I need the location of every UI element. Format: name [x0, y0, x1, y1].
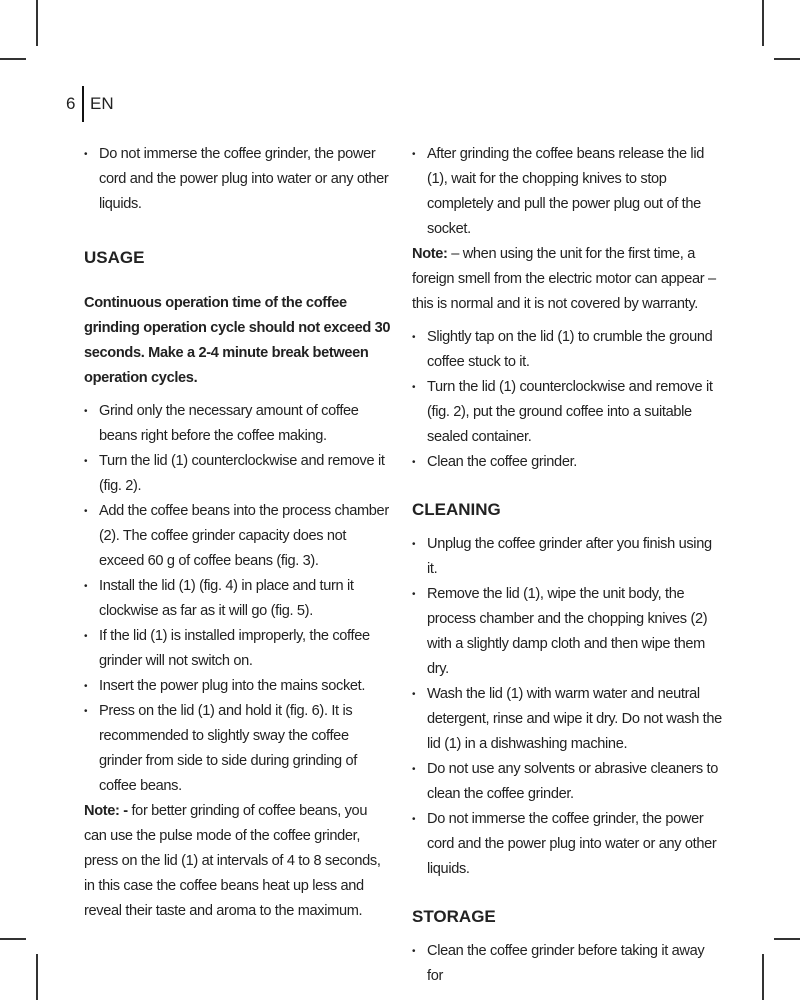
list-item: • Turn the lid (1) counterclockwise and remove it (fig. 2), put the ground coffee into a suitable sealed container. — [412, 375, 722, 450]
list-item: • If the lid (1) is installed improperly, the coffee grinder will not switch on. — [84, 624, 392, 674]
list-item: • Press on the lid (1) and hold it (fig. 6). It is recommended to slightly sway the coffee grinder from side to side during grinding of coffee beans. — [84, 699, 392, 799]
storage-heading: STORAGE — [412, 907, 496, 926]
crop-mark-top-left — [36, 0, 38, 46]
cleaning-heading: CLEANING — [412, 500, 501, 519]
after-note-bullet-list — [412, 325, 722, 475]
note-text: – when using the unit for the first time, a foreign smell from the electric motor can appear – this is normal and it is not covered by warranty. — [412, 246, 716, 312]
right-column — [412, 142, 722, 989]
list-item: • Install the lid (1) (fig. 4) in place and turn it clockwise as far as it will go (fig. 5). — [84, 574, 392, 624]
list-item: • Do not use any solvents or abrasive cleaners to clean the coffee grinder. — [412, 757, 722, 807]
list-item: • Slightly tap on the lid (1) to crumble the ground coffee stuck to it. — [412, 325, 722, 375]
list-item: • Clean the coffee grinder. — [412, 450, 722, 475]
crop-mark-top-right — [762, 0, 764, 46]
crop-mark-right-upper — [774, 58, 800, 60]
list-item: • Wash the lid (1) with warm water and neutral detergent, rinse and wipe it dry. Do not wash the lid (1) in a dishwashing machine. — [412, 682, 722, 757]
list-item: • Clean the coffee grinder before taking it away for — [412, 939, 722, 989]
header-divider — [82, 86, 84, 122]
top-bullet-list — [412, 142, 722, 242]
crop-mark-bottom-left — [36, 954, 38, 1000]
list-item: • After grinding the coffee beans release the lid (1), wait for the chopping knives to stop completely and pull the power plug out of the socket. — [412, 142, 722, 242]
usage-warning: Continuous operation time of the coffee grinding operation cycle should not exceed 30 seconds. Make a 2-4 minute break between operation cycles. — [84, 295, 391, 386]
page-number: 6 — [66, 94, 76, 113]
usage-bullet-list — [84, 399, 392, 799]
usage-heading: USAGE — [84, 248, 145, 267]
page-header — [66, 86, 114, 122]
list-item: • Remove the lid (1), wipe the unit body, the process chamber and the chopping knives (2) with a slightly damp cloth and then wipe them dry. — [412, 582, 722, 682]
crop-mark-left-lower — [0, 938, 26, 940]
crop-mark-left-upper — [0, 58, 26, 60]
list-item: • Add the coffee beans into the process chamber (2). The coffee grinder capacity does not exceed 60 g of coffee beans (fig. 3). — [84, 499, 392, 574]
note-text: for better grinding of coffee beans, you can use the pulse mode of the coffee grinder, press on the lid (1) at intervals of 4 to 8 seconds, in this case the coffee beans heat up less and reveal their taste and aroma to the maximum. — [84, 803, 381, 919]
note-label: Note: - — [84, 803, 128, 819]
list-item: • Unplug the coffee grinder after you finish using it. — [412, 532, 722, 582]
list-item: • Grind only the necessary amount of coffee beans right before the coffee making. — [84, 399, 392, 449]
intro-bullet-list — [84, 142, 392, 217]
list-item: • Do not immerse the coffee grinder, the power cord and the power plug into water or any other liquids. — [412, 807, 722, 882]
list-item: • Insert the power plug into the mains socket. — [84, 674, 392, 699]
crop-mark-right-lower — [774, 938, 800, 940]
storage-bullet-list — [412, 939, 722, 989]
left-column — [84, 142, 392, 924]
list-item: • Turn the lid (1) counterclockwise and remove it (fig. 2). — [84, 449, 392, 499]
note-label: Note: — [412, 246, 448, 262]
usage-note — [84, 799, 392, 924]
list-item: • Do not immerse the coffee grinder, the power cord and the power plug into water or any other liquids. — [84, 142, 392, 217]
first-use-note — [412, 242, 722, 317]
crop-mark-bottom-right — [762, 954, 764, 1000]
language-label: EN — [90, 94, 114, 113]
cleaning-bullet-list — [412, 532, 722, 882]
